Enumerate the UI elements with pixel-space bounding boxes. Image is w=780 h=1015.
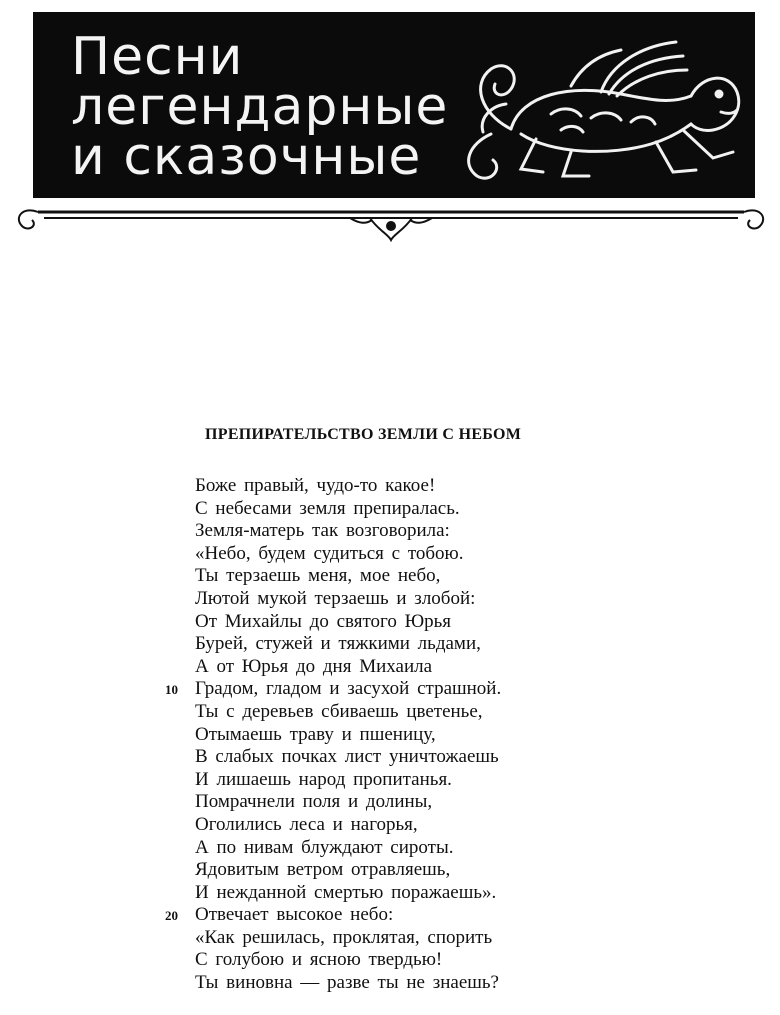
poem-line bbox=[195, 814, 501, 837]
poem-title: ПРЕПИРАТЕЛЬСТВО ЗЕМЛИ С НЕБОМ bbox=[205, 426, 522, 443]
poem-line bbox=[195, 837, 501, 860]
poem-line bbox=[195, 927, 501, 950]
poem-line bbox=[165, 678, 502, 701]
section-title-line: и сказочные bbox=[71, 127, 422, 187]
poem-line-text: «Небо, будем судиться с тобою. bbox=[195, 542, 464, 564]
poem-line-text: Боже правый, чудо-то какое! bbox=[195, 475, 436, 496]
poem-line-text: Бурей, стужей и тяжкими льдами, bbox=[195, 633, 481, 655]
poem-line bbox=[165, 904, 501, 927]
poem-line bbox=[195, 769, 501, 792]
poem-line-text: В слабых почках лист уничтожаешь bbox=[195, 746, 499, 768]
poem-line-text: «Как решилась, проклятая, спорить bbox=[195, 926, 493, 948]
poem-line-text: Лютой мукой терзаешь и злобой: bbox=[195, 587, 476, 609]
poem-line-text: От Михайлы до святого Юрья bbox=[195, 610, 452, 632]
poem-line-text: Градом, гладом и засухой страшной. bbox=[195, 678, 502, 700]
poem-line-text: С голубою и ясною твердью! bbox=[195, 949, 443, 971]
line-number: 20 bbox=[165, 908, 178, 924]
poem-line bbox=[195, 791, 501, 814]
poem-line-text: Отымаешь траву и пшеницу, bbox=[195, 723, 436, 745]
poem-line bbox=[195, 656, 501, 679]
poem-line bbox=[195, 724, 501, 747]
poem-line bbox=[195, 611, 501, 634]
poem-line-text: Помрачнели поля и долины, bbox=[195, 791, 433, 813]
section-title bbox=[71, 27, 449, 187]
title-banner bbox=[33, 12, 755, 198]
poem-line-text: С небесами земля препиралась. bbox=[195, 497, 460, 519]
poem-line-text: Ты виновна — разве ты не знаешь? bbox=[195, 972, 499, 994]
poem-body bbox=[165, 475, 502, 995]
poem-line-text: А по нивам блуждают сироты. bbox=[195, 836, 454, 858]
poem-line bbox=[195, 565, 501, 588]
poem-line bbox=[195, 746, 501, 769]
poem-line bbox=[195, 701, 501, 724]
poem-line bbox=[195, 588, 501, 611]
poem-line bbox=[195, 859, 501, 882]
poem-line-text: А от Юрья до дня Михаила bbox=[195, 655, 433, 677]
decorative-border-ornament bbox=[10, 196, 772, 246]
poem-line-text: Ты с деревьев сбиваешь цветенье, bbox=[195, 700, 483, 722]
poem-line-text: Ядовитым ветром отравляешь, bbox=[195, 859, 451, 881]
line-number: 10 bbox=[165, 682, 178, 698]
poem-line bbox=[195, 882, 501, 905]
poem-line bbox=[195, 498, 501, 521]
poem-line-text: И нежданной смертью поражаешь». bbox=[195, 881, 497, 903]
poem-line bbox=[195, 520, 501, 543]
section-title-line: легендарные bbox=[71, 77, 449, 137]
poem-line-text: Оголились леса и нагорья, bbox=[195, 813, 418, 835]
poem-line-text: Отвечает высокое небо: bbox=[195, 904, 394, 926]
poem-line-text: Ты терзаешь меня, мое небо, bbox=[195, 565, 441, 587]
poem-line-text: И лишаешь народ пропитанья. bbox=[195, 768, 452, 790]
poem-line-text: Земля-матерь так возговорила: bbox=[195, 520, 450, 542]
poem-line bbox=[195, 633, 501, 656]
poem-line bbox=[195, 949, 501, 972]
poem-line bbox=[195, 543, 501, 566]
mythical-beast-illustration bbox=[451, 34, 751, 184]
poem-line bbox=[195, 475, 501, 498]
poem-line bbox=[195, 972, 501, 995]
section-title-line: Песни bbox=[71, 27, 244, 87]
